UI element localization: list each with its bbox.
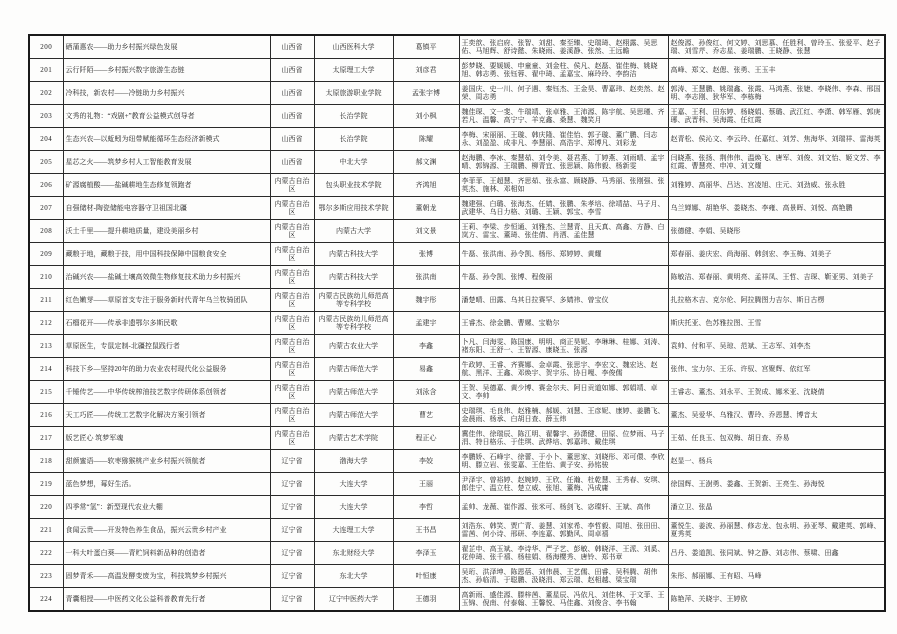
leader-cell: 葛镇平 [393, 35, 459, 59]
leader-cell: 李泽玉 [393, 542, 459, 565]
table-row [29, 266, 885, 289]
province-cell: 内蒙古自治区 [270, 220, 314, 243]
province-cell: 内蒙古自治区 [270, 266, 314, 289]
members-cell-1: 彭梦晓、要媛媛、申童童、刘金柱、侯凡、赵磊、崔佳梅、姚晓旭、韩志勇、张钰蓉、翟中琦、孟嘉宝、麻玲玲、李韵洁 [459, 59, 668, 82]
members-cell-2: 斯庆托亚、色苏雅拉图、王雪 [668, 312, 885, 335]
table-row [29, 358, 885, 381]
province-cell: 辽宁省 [270, 565, 314, 588]
province-cell: 山西省 [270, 151, 314, 174]
project-name-cell: 冷科技，新农村——冷链助力乡村振兴 [63, 82, 270, 105]
members-cell-1: 王睿杰、徐金鹏、曹嫘、宝勒尔 [459, 312, 668, 335]
table-row [29, 128, 885, 151]
members-cell-2: 赵显一、杨兵 [668, 450, 885, 473]
members-cell-1: 魏佳琛、文一斐、牛瑞靖、张卓雅、王沛源、陈宇航、吴思瑾、齐若凡、温馨、高宁宁、羊克鑫、桑慧、魏笑月 [459, 105, 668, 128]
members-cell-2: 郑春丽、姜庆宏、尚海丽、韩剑宏、李玉梅、刘美子 [668, 243, 885, 266]
row-number-cell: 224 [29, 588, 63, 612]
university-cell: 渤海大学 [314, 450, 393, 473]
members-cell-2: 乌兰婵娜、胡艳华、娄晓杰、李雍、高景晖、刘悦、高艳鹏 [668, 197, 885, 220]
university-cell: 太原理工大学 [314, 59, 393, 82]
project-name-cell: 甜颜蜜语——软枣猕猴桃产业乡村振兴领航者 [63, 450, 270, 473]
members-cell-1: 史瑞琪、毛良伟、赵雅楠、郝媛、刘慧、王彦妮、康婷、姜鹏飞、金晨雨、杨承、白胡日查、薛玉炜 [459, 404, 668, 427]
university-cell: 东北财经大学 [314, 542, 393, 565]
project-name-cell: 食闻云贵——开发特色养生食品，振兴云贵乡村产业 [63, 519, 270, 542]
members-cell-1: 李菲菲、王超慧、齐思茹、张永富、顾晓静、马秀丽、张刚强、张英杰、施林、邓相如 [459, 174, 668, 197]
leader-cell: 刘小枫 [393, 105, 459, 128]
university-cell: 中北大学 [314, 151, 393, 174]
table-row [29, 404, 885, 427]
project-name-cell: 版艺匠心 筑梦军魂 [63, 427, 270, 450]
members-cell-2: 吕丹、娄道凯、张同斌、钟之静、刘志伟、蔡啸、田鑫 [668, 542, 885, 565]
project-name-cell: 硒蒲惠农——助力乡村振兴绿色发展 [63, 35, 270, 59]
leader-cell: 孟建宇 [393, 312, 459, 335]
members-cell-2: 闫晓燕、张扬、荆伟伟、温焕飞、唐军、刘俊、刘文怡、姬文芳、李红霞、曹慧亮、申冲、刘文耀 [668, 151, 885, 174]
row-number-cell: 211 [29, 289, 63, 312]
province-cell: 内蒙古自治区 [270, 358, 314, 381]
project-name-cell: 青囊相授——中医药文化公益科普教育先行者 [63, 588, 270, 612]
table-row [29, 519, 885, 542]
table-row [29, 220, 885, 243]
project-name-cell: 蓝色梦想，莓好生活。 [63, 473, 270, 496]
members-cell-1: 王奕歆、张启府、张智、刘甜、秦至臻、史瑞琦、赵栩露、吴思佑、马旭辉、舒诗懿、朱晓雨、姜溪静、张然、王远瞻 [459, 35, 668, 59]
province-cell: 山西省 [270, 35, 314, 59]
project-name-cell: 云行阡陌——乡村振兴数字旅游生态链 [63, 59, 270, 82]
leader-cell: 齐鸿旭 [393, 174, 459, 197]
project-name-cell: 星芯之火——筑梦乡村人工智能教育发展 [63, 151, 270, 174]
table-row [29, 588, 885, 612]
university-cell: 内蒙古师范大学 [314, 381, 393, 404]
province-cell: 辽宁省 [270, 542, 314, 565]
table-row [29, 174, 885, 197]
members-cell-1: 潘楚晴、田露、乌其日拉赛罕、多婧祎、曾宝仪 [459, 289, 668, 312]
project-name-cell: 沃土千里——提升耕地质量，建设美丽乡村 [63, 220, 270, 243]
row-number-cell: 201 [29, 59, 63, 82]
university-cell: 山西医科大学 [314, 35, 393, 59]
leader-cell: 陈耀 [393, 128, 459, 151]
leader-cell: 张洪南 [393, 266, 459, 289]
province-cell: 辽宁省 [270, 450, 314, 473]
project-name-cell: 草原医生，专鼠定制-北疆控鼠践行者 [63, 335, 270, 358]
members-cell-1: 李鹏娇、石峰宇、徐蕾、于小卜、董思家、刘晓彤、邓可儇、李欣明、滕立岩、张雯嘉、王佳怡、黄子安、孙铭骏 [459, 450, 668, 473]
university-cell: 长治学院 [314, 105, 393, 128]
members-cell-1: 姜国庆、史一川、何子遇、秦钰杰、王金昊、曹嘉玮、赵奕然、赵荣、周志勇 [459, 82, 668, 105]
university-cell: 内蒙古科技大学 [314, 243, 393, 266]
members-cell-1: 牛政婷、王睿、齐赛娜、金卓霞、张思宇、李宏文、魏宏达、赵航、黑洋、王鑫、邓焕宇、贺宇乐、协日嘎、李俊儒 [459, 358, 668, 381]
province-cell: 内蒙古自治区 [270, 427, 314, 450]
leader-cell: 郝文渊 [393, 151, 459, 174]
project-name-cell: 文秀的礼物：“戏剧+”教育公益模式创导者 [63, 105, 270, 128]
row-number-cell: 221 [29, 519, 63, 542]
university-cell: 大连大学 [314, 473, 393, 496]
members-cell-2: 董杰、吴爱华、乌雅汉、曹玲、乔恩慧、博音太 [668, 404, 885, 427]
row-number-cell: 206 [29, 174, 63, 197]
university-cell: 包头职业技术学院 [314, 174, 393, 197]
row-number-cell: 223 [29, 565, 63, 588]
project-name-cell: 千锤传艺——中华传统榨油技艺数字传研体系创领者 [63, 381, 270, 404]
row-number-cell: 205 [29, 151, 63, 174]
row-number-cell: 200 [29, 35, 63, 59]
members-cell-1: 刘浩东、韩笑、贾广青、姜慧、刘家希、李哲毅、周旭、张田田、雷茜、何小诗、邢研、李连嘉、郭勤风、周卓禧 [459, 519, 668, 542]
row-number-cell: 207 [29, 197, 63, 220]
province-cell: 内蒙古自治区 [270, 404, 314, 427]
members-cell-1: 魏建强、白璐、张海杰、任婧、张鹏、朱孝培、徐靖喆、马子月、武建华、乌日力格、刘璐、王颖、郭宝、李雪 [459, 197, 668, 220]
row-number-cell: 220 [29, 496, 63, 519]
members-cell-2: 陈敏洁、郑春丽、黄明亮、孟祥凤、王哲、吉琛、靳亚男、刘美子 [668, 266, 885, 289]
row-number-cell: 203 [29, 105, 63, 128]
university-cell: 内蒙古师范大学 [314, 404, 393, 427]
project-name-cell: 科技下乡—坚持20年的助力农业农村现代化公益服务 [63, 358, 270, 381]
project-name-cell: 生态兴农—以蚯蚓为纽带赋能循环生态经济新模式 [63, 128, 270, 151]
leader-cell: 李哲 [393, 496, 459, 519]
members-cell-2: 王睿志、董杰、刘永平、王贺成、娜米亚、沈晓倩 [668, 381, 885, 404]
table-row [29, 496, 885, 519]
row-number-cell: 219 [29, 473, 63, 496]
members-cell-1: 吴珩、洪泽坤、陈恩蓓、刘伟晨、王艺儒、田睿、吴科腾、胡伟杰、孙临清、于聪鹏、汲晓涓、郑云瑞、赵相越、梁宝瑞 [459, 565, 668, 588]
table-row [29, 473, 885, 496]
leader-cell: 刘文景 [393, 220, 459, 243]
row-number-cell: 213 [29, 335, 63, 358]
province-cell: 内蒙古自治区 [270, 197, 314, 220]
university-cell: 内蒙古艺术学院 [314, 427, 393, 450]
members-cell-1: 卜凡、闫海雯、陈国康、明明、商正昊妮、李琳琳、桂娜、刘涛、褚东阳、王舒一、王智源、康晓玉、张源 [459, 335, 668, 358]
province-cell: 山西省 [270, 82, 314, 105]
table-row [29, 565, 885, 588]
members-cell-1: 高新雨、盛佳源、滕梓茜、董星辰、冯依凡、刘佳林、于文菲、王玉锦、倪南、付泰翰、王馨悦、马佳鑫、刘俊含、李书翰 [459, 588, 668, 612]
table-row [29, 35, 885, 59]
table-row [29, 542, 885, 565]
university-cell: 大连理工大学 [314, 519, 393, 542]
members-cell-2: 赵俊源、孙俊红、何文婷、刘思慕、任胜利、曾玲玉、张爱平、赵子瑞、刘雪芹、乔志星、姜瑞鹏、王晓静、张慧 [668, 35, 885, 59]
row-number-cell: 210 [29, 266, 63, 289]
province-cell: 内蒙古自治区 [270, 243, 314, 266]
table-row [29, 427, 885, 450]
members-cell-2: 陈艳萍、关晓宇、王婷欧 [668, 588, 885, 612]
members-cell-1: 王贺、吴德嘉、黄少博、赛金尔夫、阿日贡道如娜、郭娟靖、卓文、李帅 [459, 381, 668, 404]
project-name-cell: 矿源腐植酸——盐碱耕地生态修复领跑者 [63, 174, 270, 197]
table-row [29, 381, 885, 404]
table-row [29, 243, 885, 266]
members-cell-1: 尹泽宇、曾裕婷、赵婉婷、王欣、任瀚、杜乾慧、王秀春、安琪、郎佳宁、温立柱、楚立威、张旭、董梅、冯成庸 [459, 473, 668, 496]
university-cell: 大连大学 [314, 496, 393, 519]
university-cell: 内蒙古民族幼儿师范高等专科学校 [314, 312, 393, 335]
members-cell-1: 孟帅、龙薇、崔作源、张米可、杨剑飞、宓璨轩、王斌、高伟 [459, 496, 668, 519]
members-cell-1: 翟芷申、高玉斌、李诗华、严子艺、彭敏、韩晓洋、王派、刘奚、花仲琦、张千禧、杨桂娟、杨海樱秀、唐铃、郑书章 [459, 542, 668, 565]
members-cell-1: 牛磊、张洪南、孙令凯、杨彤、郑婷婷、黄耀 [459, 243, 668, 266]
project-name-cell: 红色嫩芽——草原首支专注于服务新时代青年乌兰牧骑团队 [63, 289, 270, 312]
members-cell-2: 郭涛、王慧鹏、姚瑞鑫、张霞、马鸿燕、张婕、李晓伟、李森、邢国明、李志刚、狄华军、李栋梅 [668, 82, 885, 105]
leader-cell: 王书昌 [393, 519, 459, 542]
university-cell: 长治学院 [314, 128, 393, 151]
leader-cell: 刘彦君 [393, 59, 459, 82]
members-cell-1: 李梅、宋丽丽、王璇、韩庆隆、崔佳怡、郭子璇、董广鹏、闫志永、刘盈盈、成非凡、李慧丽、高浩宇、郑博凡、刘彩龙 [459, 128, 668, 151]
award-projects-table [28, 34, 886, 612]
row-number-cell: 217 [29, 427, 63, 450]
table-row [29, 59, 885, 82]
table-row [29, 289, 885, 312]
province-cell: 内蒙古自治区 [270, 335, 314, 358]
members-cell-2: 赵青松、侯沁文、李云玲、任嘉红、刘芳、焦海华、刘瑞祥、雷海英 [668, 128, 885, 151]
project-name-cell: 治碱兴农——盐碱土壤高效微生物修复技术助力乡村振兴 [63, 266, 270, 289]
province-cell: 山西省 [270, 128, 314, 151]
table-row [29, 105, 885, 128]
leader-cell: 董朝龙 [393, 197, 459, 220]
leader-cell: 张博 [393, 243, 459, 266]
members-cell-2: 王嘉、王利、田东婷、杨晓娟、蔡璐、武江红、李潇、韩军雁、郭庚琊、武晋科、吴海霞、任红霞 [668, 105, 885, 128]
leader-cell: 叶恒康 [393, 565, 459, 588]
members-cell-2: 张伟、宝力尔、王乐、许驭、宫聚辉、依红军 [668, 358, 885, 381]
university-cell: 内蒙古科技大学 [314, 266, 393, 289]
award-table-body [29, 35, 885, 611]
members-cell-1: 王莉、李梁、步恒通、刘雅杰、兰慧青、且天真、高鑫、方静、白岚方、雷宝、董琦、张佳倩、肖洒、孟佳慧 [459, 220, 668, 243]
province-cell: 内蒙古自治区 [270, 174, 314, 197]
province-cell: 内蒙古自治区 [270, 381, 314, 404]
leader-cell: 易鑫 [393, 358, 459, 381]
table-row [29, 151, 885, 174]
table-row [29, 335, 885, 358]
members-cell-1: 赵海鹏、李冰、秦慧茹、刘令美、聂君燕、丁婷燕、刘雨晴、孟宇晴、郭锦源、王瑞鹏、柳青宜、张思颖、陈伟毅、杨新雯 [459, 151, 668, 174]
row-number-cell: 215 [29, 381, 63, 404]
row-number-cell: 214 [29, 358, 63, 381]
table-row [29, 82, 885, 105]
leader-cell: 王丽 [393, 473, 459, 496]
project-name-cell: 天工巧匠——传统工艺数字化解决方案引领者 [63, 404, 270, 427]
university-cell: 内蒙古大学 [314, 220, 393, 243]
leader-cell: 刘泳含 [393, 381, 459, 404]
province-cell: 山西省 [270, 105, 314, 128]
leader-cell: 李姣 [393, 450, 459, 473]
province-cell: 内蒙古自治区 [270, 312, 314, 335]
row-number-cell: 222 [29, 542, 63, 565]
university-cell: 内蒙古师范大学 [314, 358, 393, 381]
project-name-cell: 四季常“氢”：新型现代农业大棚 [63, 496, 270, 519]
table-row [29, 312, 885, 335]
project-name-cell: 藏粮于地，藏粮于技，用中国科技保障中国粮食安全 [63, 243, 270, 266]
row-number-cell: 212 [29, 312, 63, 335]
leader-cell: 程正心 [393, 427, 459, 450]
province-cell: 山西省 [270, 59, 314, 82]
members-cell-2: 董悦生、姜波、孙丽慧、修志龙、包永明、孙亚琴、戴建英、郭峰、夏秀英 [668, 519, 885, 542]
university-cell: 辽宁中医药大学 [314, 588, 393, 612]
university-cell: 鄂尔多斯应用技术学院 [314, 197, 393, 220]
table-row [29, 450, 885, 473]
row-number-cell: 216 [29, 404, 63, 427]
members-cell-2: 潘立卫、张晶 [668, 496, 885, 519]
members-cell-1: 牛磊、孙令凯、张博、程俊丽 [459, 266, 668, 289]
members-cell-2: 王茹、任良玉、包双梅、胡日查、乔易 [668, 427, 885, 450]
table-row [29, 197, 885, 220]
members-cell-2: 朱彤、郝丽娜、王有昭、马峰 [668, 565, 885, 588]
members-cell-1: 冀佳伟、徐瑞辰、陈江明、翟馨宇、孙潇健、田原、位梦雨、马子涓、特日格乐、于佳琪、武烨培、郭嘉玮、戴佳琪 [459, 427, 668, 450]
province-cell: 辽宁省 [270, 473, 314, 496]
leader-cell: 孟张宇博 [393, 82, 459, 105]
row-number-cell: 204 [29, 128, 63, 151]
row-number-cell: 208 [29, 220, 63, 243]
members-cell-2: 袁帅、付和平、吴琼、范斌、王志军、刘李杰 [668, 335, 885, 358]
project-name-cell: 固梦青禾——高温发酵变废为宝，科技筑梦乡村振兴 [63, 565, 270, 588]
province-cell: 内蒙古自治区 [270, 289, 314, 312]
university-cell: 内蒙古农业大学 [314, 335, 393, 358]
project-name-cell: 自强储材-陶瓷储能电容器守卫祖国北疆 [63, 197, 270, 220]
members-cell-2: 刘雅婷、高丽华、吕达、宫凌旭、庄元、刘劲威、张永胜 [668, 174, 885, 197]
project-name-cell: 石榴花开——传承非遗鄂尔多斯民歌 [63, 312, 270, 335]
university-cell: 太原旅游职业学院 [314, 82, 393, 105]
members-cell-2: 扎拉格木吉、克尔伦、阿拉腾图力吉尔、斯日古楞 [668, 289, 885, 312]
members-cell-2: 徐国辉、王澍勇、娄鑫、王贺新、王亮生、孙海悦 [668, 473, 885, 496]
leader-cell: 李鑫 [393, 335, 459, 358]
members-cell-2: 高峰、郑文、赵偲、张勇、王玉丰 [668, 59, 885, 82]
leader-cell: 王德羽 [393, 588, 459, 612]
row-number-cell: 202 [29, 82, 63, 105]
university-cell: 东北大学 [314, 565, 393, 588]
leader-cell: 曹艺 [393, 404, 459, 427]
university-cell: 内蒙古民族幼儿师范高等专科学校 [314, 289, 393, 312]
members-cell-2: 张德健、李娟、吴晓彤 [668, 220, 885, 243]
row-number-cell: 218 [29, 450, 63, 473]
leader-cell: 魏宇彤 [393, 289, 459, 312]
project-name-cell: 一科大叶蛋白葵——青贮饲料新品种的创造者 [63, 542, 270, 565]
province-cell: 辽宁省 [270, 496, 314, 519]
province-cell: 辽宁省 [270, 588, 314, 612]
row-number-cell: 209 [29, 243, 63, 266]
province-cell: 辽宁省 [270, 519, 314, 542]
